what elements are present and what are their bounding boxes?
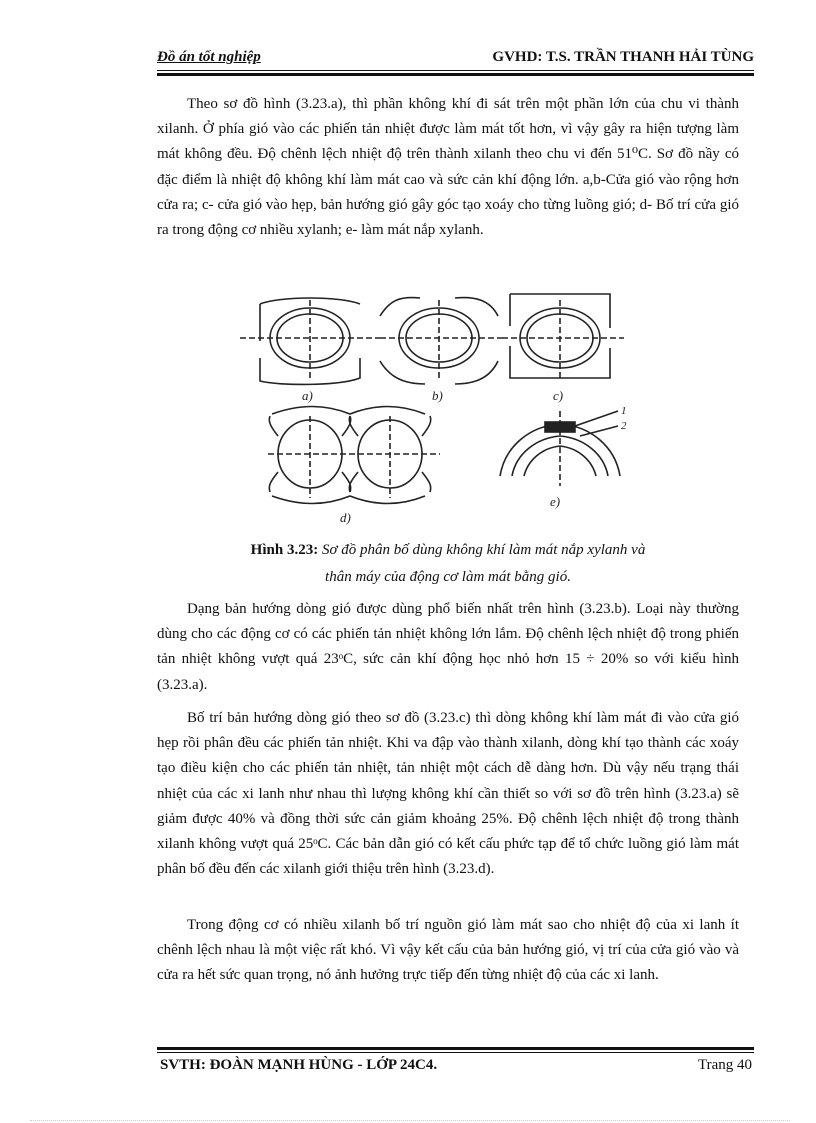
figure-part-b	[380, 298, 502, 384]
figure-part-a	[240, 298, 380, 384]
figure-caption-line-1	[157, 538, 739, 563]
paragraph-3	[157, 706, 739, 882]
figure-label-2: 2	[621, 420, 627, 432]
footer-page-number: Trang 40	[697, 1057, 752, 1073]
figure-3-23-diagram	[240, 286, 640, 531]
caption-text-2: thân máy của động cơ làm mát bằng gió.	[325, 569, 571, 585]
figure-label-b: b)	[432, 388, 443, 403]
figure-label-d: d)	[340, 510, 351, 525]
figure-label-c: c)	[553, 388, 564, 403]
footer-student: SVTH: ĐOÀN MẠNH HÙNG - LỚP 24C4.	[160, 1057, 438, 1073]
caption-text-1: Sơ đồ phân bố dùng không khí làm mát nắp xylanh và	[321, 542, 646, 558]
footer-rule	[157, 1047, 754, 1053]
figure-part-e	[500, 411, 620, 486]
paragraph-1	[157, 92, 739, 243]
paragraph-2	[157, 597, 739, 698]
figure-part-c	[502, 294, 624, 378]
figure-label-a: a)	[302, 388, 313, 403]
paragraph-1-text: Theo sơ đồ hình (3.23.a), thì phần không khí đi sát trên một phần lớn của chu vi thành xilanh. Ở phía gió vào các phiến tản nhiệt được làm mát tốt hơn, vì vậy gây ra hiện tượng làm mát không đều. Độ chênh lệch nhiệt độ trên thành xilanh theo chu vi đến 51⁰C. Sơ đồ nầy có đặc điểm là nhiệt độ không khí làm mát cao và sức cản khí động lớn. a,b-Cửa gió vào rộng hơn cửa ra; c- cửa gió vào hẹp, bản hướng gió gây góc tạo xoáy cho từng luồng gió; d- Bố trí cửa gió ra trong động cơ nhiều xylanh; e- làm mát nắp xylanh.	[157, 96, 739, 239]
figure-caption-line-2	[157, 565, 739, 590]
figure-part-d	[268, 407, 440, 504]
header-rule	[157, 70, 754, 76]
page-bottom-dotted-line	[30, 1120, 790, 1121]
header-right-supervisor: GVHD: T.S. TRẦN THANH HẢI TÙNG	[492, 49, 754, 65]
figure-label-1: 1	[621, 405, 627, 417]
paragraph-4-text: Trong động cơ có nhiều xilanh bố trí nguồn gió làm mát sao cho nhiệt độ của xi lanh ít chênh lệch nhau là một việc rất khó. Vì vậy kết cấu của bản hướng gió, vị trí của cửa gió vào và cửa ra hết sức quan trọng, nó ảnh hưởng trực tiếp đến từng nhiệt độ của các xi lanh.	[157, 917, 739, 984]
paragraph-4	[157, 913, 739, 989]
paragraph-2-text: Dạng bản hướng dòng gió được dùng phổ biến nhất trên hình (3.23.b). Loại này thường dùng cho các động cơ có các phiến tản nhiệt không lớn lắm. Độ chênh lệch nhiệt độ trong phiến tản nhiệt không vượt quá 23ᵒC, sức cản khí động học nhỏ hơn 15 ÷ 20% so với kiểu hình (3.23.a).	[157, 601, 739, 693]
header-left-title: Đồ án tốt nghiệp	[157, 49, 261, 65]
caption-label: Hình 3.23:	[250, 542, 319, 558]
paragraph-3-text: Bố trí bản hướng dòng gió theo sơ đồ (3.23.c) thì dòng không khí làm mát đi vào cửa gió hẹp rồi phân đều các phiến tản nhiệt. Khi va đập vào thành xilanh, dòng khí tạo thành các xoáy tạo điều kiện cho các phiến tản nhiệt, tản nhiệt một cách dễ dàng hơn. Dù vậy nếu trạng thái nhiệt của các xi lanh như nhau thì lượng không khí cần thiết so với sơ đồ trên hình (3.23.a) sẽ giảm được 40% và đồng thời sức cản giảm khoảng 25%. Độ chênh lệch nhiệt độ trong thành xilanh không vượt quá 25ᵒC. Các bản dẫn gió có kết cấu phức tạp để tổ chức luồng gió làm mát phân bố đều đến các xilanh giới thiệu trên hình (3.23.d).	[157, 710, 739, 878]
figure-label-e: e)	[550, 494, 561, 509]
